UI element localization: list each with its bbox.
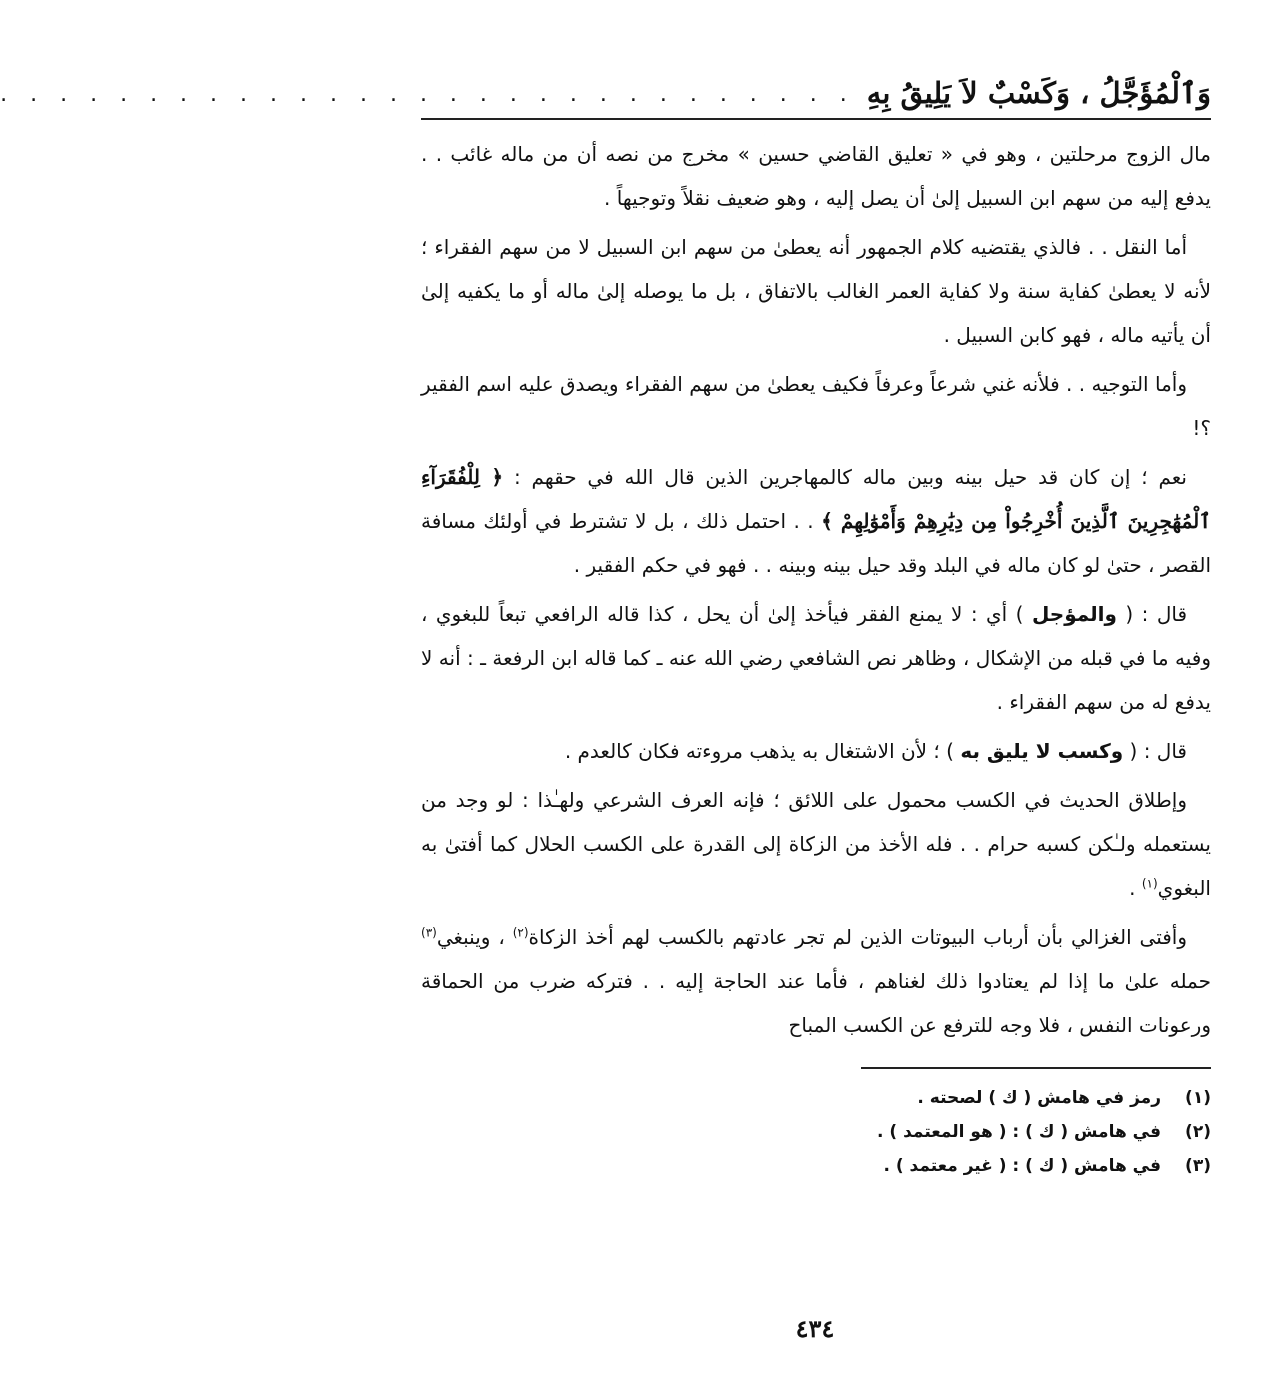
paragraph-8-tail: حمله علىٰ ما إذا لم يعتادوا ذلك لغناهم ، فأما عند الحاجة إليه . . فتركه ضرب من الحماقة ورعونات النفس ، فلا وجه للترفع عن الكسب المباح — [421, 969, 1211, 1037]
footnote-number: (١) — [1185, 1088, 1211, 1108]
paragraph-7-lead: وإطلاق الحديث في الكسب محمول على اللائق ؛ فإنه العرف الشرعي ولهـٰذا : لو وجد من يستعمله ولـٰكن كسبه حرام . . فله الأخذ من الزكاة إلى القدرة على الكسب الحلال كما أفتىٰ به البغوي — [421, 788, 1211, 900]
matn-quote-kasb: وكسب لا يليق به — [960, 739, 1124, 763]
paragraph-1-text: مال الزوج مرحلتين ، وهو في « تعليق القاضي حسين » مخرج من نصه أن من ماله غائب . . يدفع إليه من سهم ابن السبيل إلىٰ أن يصل إليه ، وهو ضعيف نقلاً وتوجيهاً . — [421, 142, 1211, 210]
quran-verse: ﴿ لِلْفُقَرَآءِ ٱلْمُهَٰجِرِينَ ٱلَّذِينَ أُخْرِجُواْ مِن دِيَٰرِهِمْ وَأَمْوَٰلِهِمْ ﴾ — [421, 465, 1211, 533]
footnote-ref-2[interactable]: (٢) — [512, 925, 529, 940]
footnote-item — [421, 1149, 1211, 1183]
footnotes — [421, 1081, 1211, 1183]
header-dot-leader: . . . . . . . . . . . . . . . . . . . . . . . . . . . . . — [0, 82, 855, 107]
paragraph-8-lead: وأفتى الغزالي بأن أرباب البيوتات الذين لم تجر عادتهم بالكسب لهم أخذ الزكاة — [528, 925, 1187, 949]
paragraph-4-tail: . . احتمل ذلك ، بل لا تشترط في أولئك مسافة القصر ، حتىٰ لو كان ماله في البلد وقد حيل بينه وبينه . . فهو في حكم الفقير . — [421, 509, 1211, 577]
footnote-number: (٢) — [1185, 1122, 1211, 1142]
footnote-item — [421, 1115, 1211, 1149]
paragraph-5-lead: قال : ( — [1125, 602, 1188, 626]
body-text — [421, 132, 1211, 1047]
footnote-text: في هامش ( ك ) : ( غير معتمد ) . — [883, 1156, 1161, 1176]
paragraph-7 — [421, 777, 1211, 910]
footnote-divider — [861, 1067, 1211, 1069]
book-page — [0, 60, 1211, 1350]
paragraph-5 — [421, 591, 1211, 724]
footnote-text: في هامش ( ك ) : ( هو المعتمد ) . — [877, 1122, 1161, 1142]
paragraph-3-text: وأما التوجيه . . فلأنه غني شرعاً وعرفاً فكيف يعطىٰ من سهم الفقراء ويصدق عليه اسم الفقير ؟! — [421, 372, 1211, 440]
paragraph-6-tail: ) ؛ لأن الاشتغال به يذهب مروءته فكان كالعدم . — [564, 739, 954, 763]
footnote-ref-3[interactable]: (٣) — [421, 925, 437, 940]
paragraph-2 — [421, 224, 1211, 357]
footnote-text: رمز في هامش ( ك ) لصحته . — [917, 1088, 1161, 1108]
paragraph-4 — [421, 454, 1211, 587]
paragraph-3 — [421, 361, 1211, 450]
paragraph-8-mid: ، وينبغي — [436, 925, 505, 949]
page-number: ٤٣٤ — [795, 1314, 835, 1343]
footnote-item — [421, 1081, 1211, 1115]
paragraph-1 — [421, 132, 1211, 220]
paragraph-6-lead: قال : ( — [1129, 739, 1187, 763]
paragraph-4-lead: نعم ؛ إن كان قد حيل بينه وبين ماله كالمهاجرين الذين قال الله في حقهم : — [513, 465, 1187, 489]
matn-quote-muajjal: والمؤجل — [1031, 602, 1117, 626]
paragraph-5-tail: ) أي : لا يمنع الفقر فيأخذ إلىٰ أن يحل ، كذا قاله الرافعي تبعاً للبغوي ، وفيه ما في قبله من الإشكال ، وظاهر نص الشافعي رضي الله عنه ـ كما قاله ابن الرفعة ـ : أنه لا يدفع له من سهم الفقراء . — [421, 602, 1211, 714]
footnote-ref-1[interactable]: (١) — [1141, 876, 1158, 891]
footnote-number: (٣) — [1185, 1156, 1211, 1176]
running-title: وَٱلْمُؤَجَّلُ ، وَكَسْبٌ لاَ يَلِيقُ بِهِ — [866, 76, 1211, 110]
running-header — [0, 60, 1211, 120]
paragraph-6 — [421, 728, 1211, 773]
paragraph-2-text: أما النقل . . فالذي يقتضيه كلام الجمهور أنه يعطىٰ من سهم ابن السبيل لا من سهم الفقراء ؛ لأنه لا يعطىٰ كفاية سنة ولا كفاية العمر الغالب بالاتفاق ، بل ما يوصله إلىٰ ماله أو ما يكفيه إلىٰ أن يأتيه ماله ، فهو كابن السبيل . — [421, 235, 1211, 347]
paragraph-8 — [421, 914, 1211, 1047]
paragraph-7-tail: . — [1129, 876, 1136, 900]
